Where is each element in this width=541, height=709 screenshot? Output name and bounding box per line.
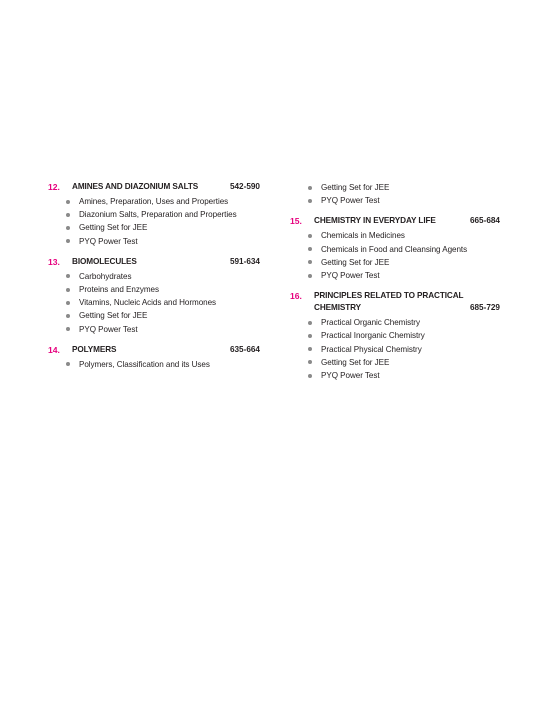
topic-label: Carbohydrates bbox=[79, 271, 132, 281]
bullet-icon bbox=[66, 327, 70, 331]
topic-item[interactable] bbox=[308, 369, 500, 382]
bullet-icon bbox=[308, 260, 312, 264]
chapter-heading bbox=[290, 290, 500, 314]
chapter-14 bbox=[48, 344, 260, 371]
bullet-icon bbox=[308, 186, 312, 190]
topic-label: PYQ Power Test bbox=[321, 196, 380, 206]
topic-label: Practical Organic Chemistry bbox=[321, 318, 420, 328]
chapter-title-block[interactable] bbox=[314, 290, 500, 314]
topic-item[interactable] bbox=[308, 194, 500, 207]
topic-item[interactable] bbox=[66, 323, 260, 336]
topic-item[interactable] bbox=[66, 195, 260, 208]
topic-label: Polymers, Classification and its Uses bbox=[79, 359, 210, 369]
topic-item[interactable] bbox=[66, 296, 260, 309]
bullet-icon bbox=[66, 288, 70, 292]
topic-list bbox=[48, 358, 260, 371]
topic-item[interactable] bbox=[308, 229, 500, 242]
topic-label: Getting Set for JEE bbox=[79, 223, 148, 233]
chapter-pages: 635-664 bbox=[229, 344, 260, 354]
chapter-heading bbox=[290, 215, 500, 227]
chapter-title[interactable]: AMINES AND DIAZONIUM SALTS bbox=[72, 182, 199, 191]
chapter-title-row bbox=[314, 302, 500, 314]
continued-topics bbox=[290, 181, 500, 207]
topic-item[interactable] bbox=[66, 208, 260, 221]
topic-item[interactable] bbox=[66, 221, 260, 234]
chapter-title-line1: PRINCIPLES RELATED TO PRACTICAL bbox=[314, 291, 464, 301]
bullet-icon bbox=[66, 301, 70, 305]
chapter-heading bbox=[48, 344, 260, 356]
topic-item[interactable] bbox=[308, 269, 500, 282]
topic-label: Chemicals in Food and Cleansing Agents bbox=[321, 244, 468, 254]
topic-list bbox=[290, 181, 500, 207]
topic-list bbox=[48, 270, 260, 336]
topic-item[interactable] bbox=[308, 356, 500, 369]
topic-label: Amines, Preparation, Uses and Properties bbox=[79, 197, 229, 206]
chapter-number: 16. bbox=[290, 291, 302, 302]
chapter-pages: 685-729 bbox=[469, 303, 500, 313]
topic-item[interactable] bbox=[66, 309, 260, 322]
topic-list bbox=[290, 316, 500, 382]
bullet-icon bbox=[308, 374, 312, 378]
bullet-icon bbox=[308, 234, 312, 238]
topic-label: Getting Set for JEE bbox=[321, 257, 390, 267]
bullet-icon bbox=[66, 239, 70, 243]
topic-list bbox=[48, 195, 260, 248]
topic-item[interactable] bbox=[66, 235, 260, 248]
bullet-icon bbox=[308, 247, 312, 251]
bullet-icon bbox=[66, 274, 70, 278]
chapter-number: 14. bbox=[48, 344, 60, 355]
chapter-heading bbox=[48, 181, 260, 193]
bullet-icon bbox=[66, 362, 70, 366]
chapter-13 bbox=[48, 256, 260, 336]
topic-label: Vitamins, Nucleic Acids and Hormones bbox=[79, 298, 217, 308]
chapter-15 bbox=[290, 215, 500, 282]
chapter-12 bbox=[48, 181, 260, 248]
topic-item[interactable] bbox=[308, 243, 500, 256]
bullet-icon bbox=[66, 213, 70, 217]
topic-item[interactable] bbox=[308, 329, 500, 342]
chapter-16 bbox=[290, 290, 500, 382]
bullet-icon bbox=[308, 360, 312, 364]
topic-label: PYQ Power Test bbox=[321, 271, 380, 281]
topic-label: PYQ Power Test bbox=[321, 371, 380, 381]
bullet-icon bbox=[66, 226, 70, 230]
chapter-title[interactable]: BIOMOLECULES bbox=[72, 256, 137, 266]
chapter-title[interactable]: CHEMISTRY IN EVERYDAY LIFE bbox=[314, 216, 436, 226]
topic-label: PYQ Power Test bbox=[79, 236, 138, 246]
chapter-number: 15. bbox=[290, 216, 302, 227]
chapter-number: 13. bbox=[48, 256, 60, 267]
bullet-icon bbox=[308, 274, 312, 278]
chapter-pages: 591-634 bbox=[229, 256, 260, 266]
topic-label: Getting Set for JEE bbox=[321, 183, 390, 192]
topic-label: Getting Set for JEE bbox=[321, 357, 390, 367]
chapter-pages: 542-590 bbox=[229, 182, 260, 191]
bullet-icon bbox=[66, 200, 70, 204]
topic-label: Practical Physical Chemistry bbox=[321, 344, 422, 354]
topic-label: Proteins and Enzymes bbox=[79, 285, 159, 295]
topic-label: Diazonium Salts, Preparation and Properties bbox=[79, 210, 237, 220]
bullet-icon bbox=[308, 347, 312, 351]
topic-item[interactable] bbox=[66, 283, 260, 296]
chapter-title[interactable]: POLYMERS bbox=[72, 344, 117, 354]
chapter-title-line2: CHEMISTRY bbox=[314, 303, 362, 313]
topic-item[interactable] bbox=[66, 358, 260, 371]
bullet-icon bbox=[308, 334, 312, 338]
toc-left-column bbox=[48, 181, 260, 379]
chapter-heading bbox=[48, 256, 260, 268]
topic-item[interactable] bbox=[308, 256, 500, 269]
chapter-number: 12. bbox=[48, 182, 60, 192]
topic-label: Getting Set for JEE bbox=[79, 311, 148, 321]
topic-item[interactable] bbox=[308, 316, 500, 329]
chapter-pages: 665-684 bbox=[469, 216, 500, 226]
bullet-icon bbox=[66, 314, 70, 318]
topic-label: Practical Inorganic Chemistry bbox=[321, 331, 425, 341]
bullet-icon bbox=[308, 321, 312, 325]
topic-item[interactable] bbox=[308, 343, 500, 356]
topic-item[interactable] bbox=[66, 270, 260, 283]
topic-label: PYQ Power Test bbox=[79, 324, 138, 334]
topic-item[interactable] bbox=[308, 181, 500, 194]
topic-label: Chemicals in Medicines bbox=[321, 231, 405, 241]
topic-list bbox=[290, 229, 500, 282]
toc-right-column bbox=[290, 181, 500, 390]
bullet-icon bbox=[308, 199, 312, 203]
